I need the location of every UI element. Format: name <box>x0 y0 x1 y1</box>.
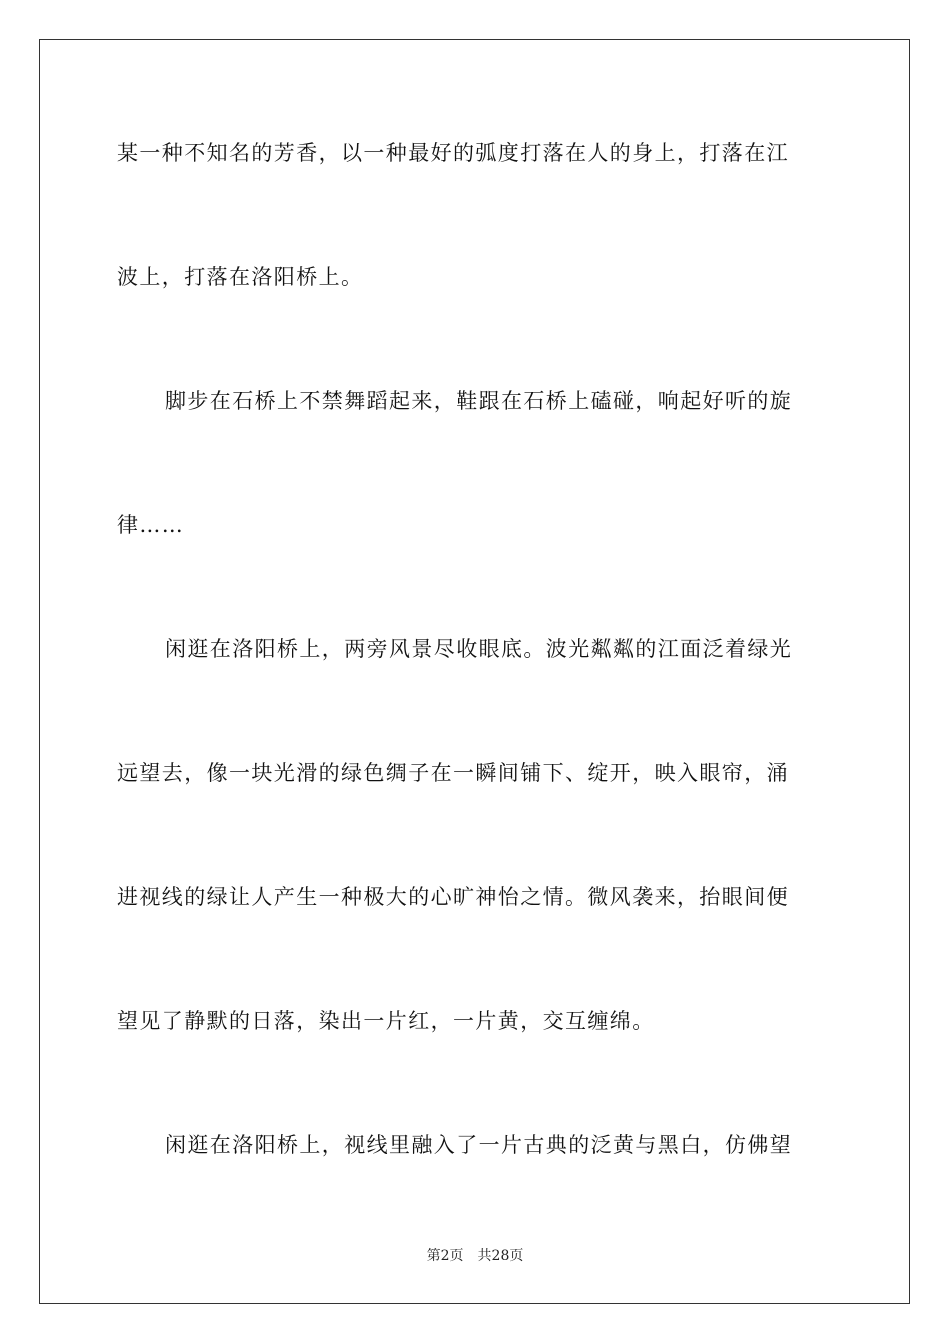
page-footer <box>0 1247 950 1265</box>
text-line: 进视线的绿让人产生一种极大的心旷神怡之情。微风袭来，抬眼间便 <box>117 885 789 909</box>
paragraph-first-line: 闲逛在洛阳桥上，两旁风景尽收眼底。波光粼粼的江面泛着绿光 <box>165 637 793 661</box>
text-line: 某一种不知名的芳香，以一种最好的弧度打落在人的身上，打落在江 <box>117 141 789 165</box>
text-line: 望见了静默的日落，染出一片红，一片黄，交互缠绵。 <box>117 1009 655 1033</box>
current-page-number: 第2页 <box>426 1248 464 1264</box>
text-line: 远望去，像一块光滑的绿色绸子在一瞬间铺下、绽开，映入眼帘，涌 <box>117 761 789 785</box>
total-page-count: 共28页 <box>477 1248 524 1264</box>
text-line: 波上，打落在洛阳桥上。 <box>117 265 364 289</box>
paragraph-first-line: 闲逛在洛阳桥上，视线里融入了一片古典的泛黄与黑白，仿佛望 <box>165 1133 793 1157</box>
page-border <box>39 39 910 1304</box>
paragraph-first-line: 脚步在石桥上不禁舞蹈起来，鞋跟在石桥上磕碰，响起好听的旋 <box>165 389 793 413</box>
text-line: 律…… <box>117 513 185 537</box>
